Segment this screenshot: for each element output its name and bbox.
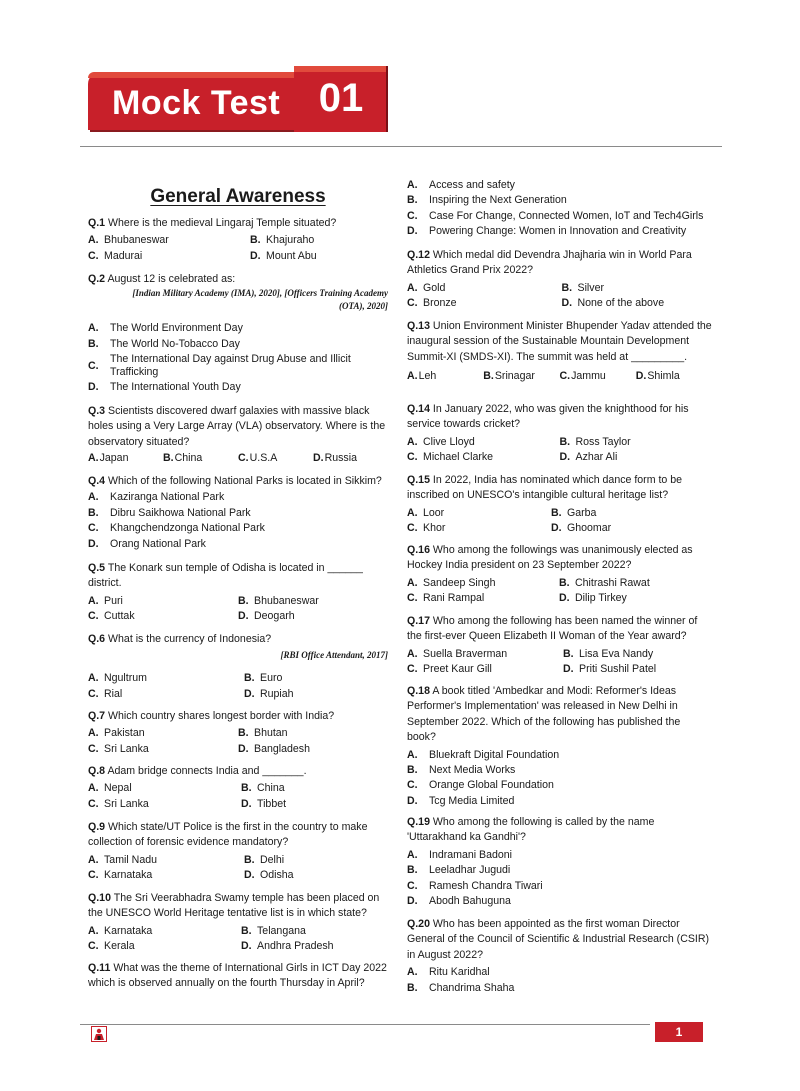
question-text: Which medal did Devendra Jhajharia win in World Para Athletics Grand Prix 2022?	[407, 249, 692, 277]
question-9	[88, 820, 388, 884]
option-c: C. Kerala	[88, 940, 135, 953]
page-number: 1	[655, 1022, 703, 1042]
footer-divider	[80, 1024, 650, 1025]
section-title: General Awareness	[150, 186, 326, 207]
banner-title: Mock Test	[112, 84, 281, 122]
option-d: D. Ghoomar	[551, 522, 612, 535]
banner-number: 01	[318, 76, 364, 120]
question-number: Q.13	[407, 320, 430, 332]
option-a: A. Access and safety	[407, 179, 515, 191]
question-number: Q.9	[88, 821, 106, 833]
question-12	[407, 248, 712, 312]
question-text: Who among the following has been named the winner of the first-ever Queen Elizabeth II Woman of the Year award?	[407, 615, 698, 643]
question-number: Q.4	[88, 475, 106, 487]
option-b: B. Lisa Eva Nandy	[563, 647, 654, 660]
option-d: D. Azhar Ali	[559, 451, 618, 464]
option-a: A. Suella Braverman	[407, 647, 508, 660]
question-number: Q.3	[88, 405, 106, 417]
option-b: B. Srinagar	[483, 370, 535, 383]
option-c: C. Sri Lanka	[88, 797, 149, 810]
question-15	[407, 473, 712, 537]
option-a: A. Pakistan	[88, 727, 145, 740]
option-d: D. Powering Change: Women in Innovation and Creativity	[407, 225, 687, 238]
question-5	[88, 561, 388, 625]
question-text: Who has been appointed as the first woman Director General of the Council of Scientific & Industrial Research (CSIR) in August 2022?	[407, 918, 710, 961]
option-d: D. Andhra Pradesh	[241, 940, 334, 953]
question-number: Q.14	[407, 403, 430, 415]
question-18	[407, 684, 712, 809]
option-c: C. Jammu	[559, 370, 606, 383]
option-b: B. Chandrima Shaha	[407, 981, 515, 994]
option-c: C. Khangchendzonga National Park	[88, 522, 265, 535]
question-number: Q.8	[88, 765, 106, 777]
header-divider	[80, 146, 722, 147]
question-text: Who among the followings was unanimously elected as Hockey India president on 23 September 2022?	[407, 544, 693, 572]
option-b: B. China	[241, 782, 285, 795]
question-source: [Indian Military Academy (IMA), 2020], [Officers Training Academy (OTA), 2020]	[132, 288, 388, 312]
question-number: Q.20	[407, 918, 430, 930]
question-14	[407, 402, 712, 466]
option-d: D. Abodh Bahuguna	[407, 895, 511, 908]
question-text: Who among the following is called by the name 'Uttarakhand ka Gandhi'?	[407, 816, 655, 844]
option-c: C. Bronze	[407, 297, 457, 310]
question-number: Q.1	[88, 217, 106, 229]
question-text: Which country shares longest border with India?	[108, 710, 335, 722]
option-a: A. Tamil Nadu	[88, 853, 157, 866]
question-number: Q.7	[88, 710, 106, 722]
question-1	[88, 216, 388, 264]
question-19	[407, 815, 712, 909]
option-a: A. Kaziranga National Park	[88, 491, 225, 504]
option-c: C. Preet Kaur Gill	[407, 663, 492, 676]
option-b: B. Silver	[561, 281, 604, 294]
option-a: A. Loor	[407, 506, 445, 519]
question-number: Q.2	[88, 273, 106, 285]
option-d: D. The International Youth Day	[88, 381, 241, 394]
question-11-options	[407, 178, 712, 240]
question-text: Where is the medieval Lingaraj Temple situated?	[108, 217, 337, 229]
option-b: B. Ross Taylor	[559, 435, 631, 448]
banner-title-block	[88, 72, 298, 130]
option-b: B. Next Media Works	[407, 764, 516, 777]
question-20	[407, 917, 712, 996]
option-d: D. Deogarh	[238, 610, 295, 623]
banner-number-block	[294, 66, 386, 132]
option-a: A. Puri	[88, 594, 123, 607]
question-number: Q.19	[407, 816, 430, 828]
option-c: C. Michael Clarke	[407, 451, 494, 464]
question-text: The Konark sun temple of Odisha is located in ______ district.	[88, 562, 363, 590]
question-source: [RBI Office Attendant, 2017]	[280, 650, 388, 661]
option-d: D. Orang National Park	[88, 537, 206, 550]
question-text: What was the theme of International Girls in ICT Day 2022 which is observed annually on the fourth Thursday in April?	[88, 962, 387, 990]
option-d: D. None of the above	[561, 297, 665, 310]
question-text: Which state/UT Police is the first in the country to make collection of forensic evidence mandatory?	[88, 821, 368, 849]
option-d: D. Russia	[313, 452, 357, 465]
question-13	[407, 319, 712, 385]
question-2	[88, 272, 388, 396]
option-b: B. Euro	[244, 672, 283, 685]
option-b: B. Inspiring the Next Generation	[407, 194, 567, 207]
option-d: D. Tibbet	[241, 797, 287, 810]
question-number: Q.16	[407, 544, 430, 556]
question-text: A book titled 'Ambedkar and Modi: Reformer's Ideas Performer's Implementation' was released in New Delhi in September 2022. Which of the following has published the book?	[407, 685, 681, 744]
question-8	[88, 764, 388, 812]
question-10	[88, 891, 388, 955]
option-c: C. Rial	[88, 687, 123, 700]
option-a: A. Karnataka	[88, 924, 153, 937]
question-text: In 2022, India has nominated which dance form to be inscribed on UNESCO's intangible cultural heritage list?	[407, 474, 683, 502]
option-a: A. Indramani Badoni	[407, 848, 513, 861]
question-7	[88, 709, 388, 757]
question-number: Q.15	[407, 474, 430, 486]
option-d: D. Shimla	[635, 370, 680, 383]
question-4	[88, 474, 388, 552]
question-text: What is the currency of Indonesia?	[108, 633, 272, 645]
question-number: Q.17	[407, 615, 430, 627]
question-16	[407, 543, 712, 607]
question-text: In January 2022, who was given the knighthood for his service towards cricket?	[407, 403, 689, 431]
question-text: Which of the following National Parks is located in Sikkim?	[108, 475, 382, 487]
question-text: Adam bridge connects India and _______.	[107, 765, 307, 777]
option-c: C. Orange Global Foundation	[407, 779, 554, 792]
option-b: B. Garba	[551, 506, 597, 519]
option-a: A. Japan	[88, 452, 129, 465]
option-c: C. Ramesh Chandra Tiwari	[407, 879, 543, 892]
question-text: Scientists discovered dwarf galaxies with massive black holes using a Very Large Array (VLA) observatory. Where is the observatory situated?	[88, 405, 386, 448]
option-b: B. Leeladhar Jugudi	[407, 864, 511, 877]
question-number: Q.18	[407, 685, 430, 697]
option-a: A. The World Environment Day	[88, 322, 243, 335]
question-6	[88, 632, 388, 702]
question-text: The Sri Veerabhadra Swamy temple has been placed on the UNESCO World Heritage tentative list is in which state?	[88, 892, 380, 920]
option-a: A. Sandeep Singh	[407, 576, 496, 589]
option-d: D. Mount Abu	[250, 249, 317, 262]
question-text: August 12 is celebrated as:	[107, 273, 236, 285]
option-d: D. Odisha	[244, 869, 294, 882]
option-c: C. Cuttak	[88, 610, 135, 623]
option-b: B. Bhutan	[238, 727, 288, 740]
question-number: Q.5	[88, 562, 106, 574]
option-b: B. Bhubaneswar	[238, 594, 319, 607]
option-a: A. Ritu Karidhal	[407, 966, 490, 979]
mock-test-banner	[88, 66, 388, 132]
option-a: A. Bhubaneswar	[88, 234, 169, 247]
option-b: B. The World No-Tobacco Day	[88, 337, 240, 350]
option-c: C. U.S.A	[238, 452, 278, 465]
option-c: C. Rani Rampal	[407, 592, 485, 605]
option-a: A. Gold	[407, 281, 446, 294]
option-b: B. China	[163, 452, 203, 465]
question-number: Q.6	[88, 633, 106, 645]
question-17	[407, 614, 712, 678]
option-b: B. Chitrashi Rawat	[559, 576, 650, 589]
option-c: C. The International Day against Drug Abuse and Illicit Trafficking	[88, 353, 351, 379]
option-c: C. Karnataka	[88, 869, 153, 882]
question-3	[88, 404, 388, 467]
option-d: D. Tcg Media Limited	[407, 794, 515, 807]
option-a: A. Ngultrum	[88, 672, 147, 685]
option-a: A. Clive Lloyd	[407, 435, 475, 448]
option-c: C. Madurai	[88, 249, 143, 262]
option-b: B. Telangana	[241, 924, 306, 937]
option-a: A. Bluekraft Digital Foundation	[407, 748, 560, 761]
option-d: D. Rupiah	[244, 687, 294, 700]
publisher-logo-icon	[91, 1026, 107, 1042]
option-d: D. Bangladesh	[238, 742, 310, 755]
option-a: A. Leh	[407, 370, 437, 383]
option-d: D. Priti Sushil Patel	[563, 663, 657, 676]
option-b: B. Khajuraho	[250, 234, 315, 247]
question-text: Union Environment Minister Bhupender Yadav attended the inaugural session of the Sustainable Mountain Development Summit-XI (SMDS-XI). The summit was held at _________.	[407, 320, 712, 363]
option-d: D. Dilip Tirkey	[559, 592, 627, 605]
option-b: B. Delhi	[244, 853, 285, 866]
question-number: Q.10	[88, 892, 111, 904]
question-11	[88, 961, 388, 992]
option-a: A. Nepal	[88, 782, 132, 795]
option-b: B. Dibru Saikhowa National Park	[88, 506, 251, 519]
question-number: Q.11	[88, 962, 111, 974]
option-c: C. Sri Lanka	[88, 742, 149, 755]
option-c: C. Khor	[407, 522, 446, 535]
option-c: C. Case For Change, Connected Women, IoT and Tech4Girls	[407, 209, 704, 222]
question-number: Q.12	[407, 249, 430, 261]
